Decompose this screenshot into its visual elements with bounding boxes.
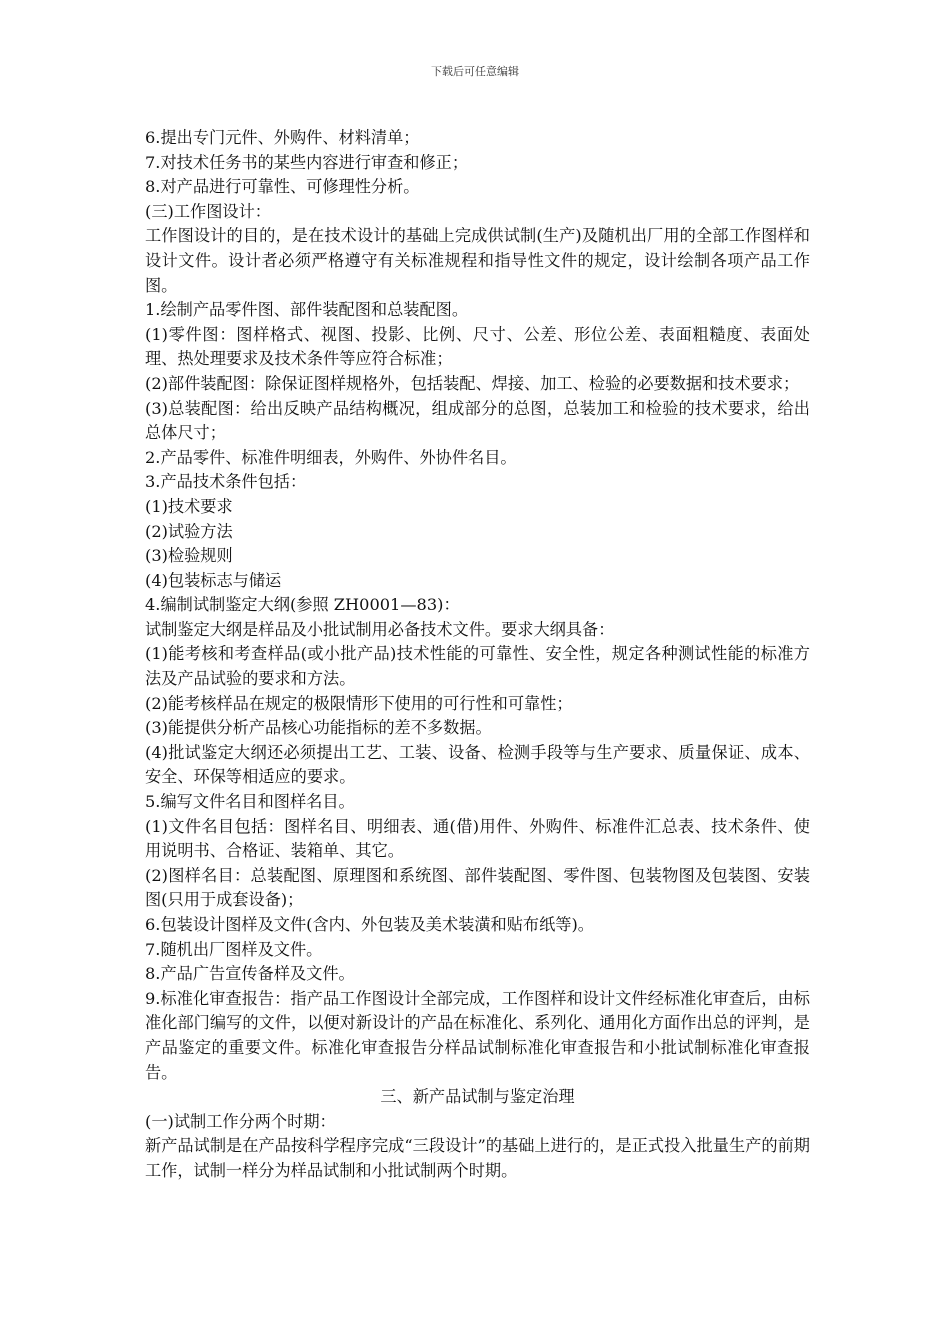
- paragraph: 1.绘制产品零件图、部件装配图和总装配图。: [145, 300, 469, 320]
- paragraph: 工作图设计的目的，是在技术设计的基础上完成供试制(生产)及随机出厂用的全部工作图样和设计文件。设计者必须严格遵守有关标准规程和指导性文件的规定，设计绘制各项产品工作图。: [145, 226, 810, 295]
- paragraph: (4)批试鉴定大纲还必须提出工艺、工装、设备、检测手段等与生产要求、质量保证、成本、安全、环保等相适应的要求。: [145, 742, 810, 787]
- paragraph: (1)技术要求: [145, 496, 233, 516]
- paragraph: (1)文件名目包括：图样名目、明细表、通(借)用件、外购件、标准件汇总表、技术条件、使用说明书、合格证、装箱单、其它。: [145, 816, 810, 861]
- paragraph: (3)检验规则: [145, 546, 233, 566]
- paragraph: (3)总装配图：给出反映产品结构概况，组成部分的总图，总装加工和检验的技术要求，给出总体尺寸；: [145, 398, 810, 443]
- paragraph: 8.对产品进行可靠性、可修理性分析。: [145, 177, 420, 197]
- paragraph: 7.随机出厂图样及文件。: [145, 939, 323, 959]
- paragraph: 4.编制试制鉴定大纲(参照 ZH0001—83)：: [145, 595, 460, 615]
- paragraph: 9.标准化审查报告：指产品工作图设计全部完成，工作图样和设计文件经标准化审查后，由标准化部门编写的文件，以便对新设计的产品在标准化、系列化、通用化方面作出总的评判，是产品鉴定的重要文件。标准化审查报告分样品试制标准化审查报告和小批试制标准化审查报告。: [145, 988, 810, 1082]
- paragraph: (1)能考核和考查样品(或小批产品)技术性能的可靠性、安全性，规定各种测试性能的标准方法及产品试验的要求和方法。: [145, 644, 810, 689]
- paragraph: 7.对技术任务书的某些内容进行审查和修正；: [145, 152, 469, 172]
- paragraph: (3)能提供分析产品核心功能指标的差不多数据。: [145, 718, 492, 738]
- paragraph: (2)能考核样品在规定的极限情形下使用的可行性和可靠性；: [145, 693, 573, 713]
- paragraph: 6.提出专门元件、外购件、材料清单；: [145, 128, 420, 147]
- paragraph: 8.产品广告宣传备样及文件。: [145, 964, 355, 984]
- section-heading: 三、新产品试制与鉴定治理: [380, 1087, 575, 1107]
- paragraph: 3.产品技术条件包括：: [145, 472, 307, 492]
- document-body: [145, 126, 810, 1184]
- paragraph: (2)图样名目：总装配图、原理图和系统图、部件装配图、零件图、包装物图及包装图、安装图(只用于成套设备)；: [145, 865, 810, 910]
- paragraph: (一)试制工作分两个时期：: [145, 1111, 336, 1131]
- paragraph: 新产品试制是在产品按科学程序完成“三段设计”的基础上进行的，是正式投入批量生产的前期工作，试制一样分为样品试制和小批试制两个时期。: [145, 1136, 810, 1180]
- paragraph: 5.编写文件名目和图样名目。: [145, 792, 355, 812]
- paragraph: (三)工作图设计：: [145, 201, 271, 221]
- paragraph: 2.产品零件、标准件明细表，外购件、外协件名目。: [145, 447, 517, 467]
- paragraph: (1)零件图：图样格式、视图、投影、比例、尺寸、公差、形位公差、表面粗糙度、表面处理、热处理要求及技术条件等应符合标准；: [145, 324, 810, 369]
- page-header: 下载后可任意编辑: [431, 65, 519, 78]
- paragraph: (4)包装标志与储运: [145, 570, 282, 590]
- paragraph: (2)试验方法: [145, 521, 233, 541]
- paragraph: (2)部件装配图：除保证图样规格外，包括装配、焊接、加工、检验的必要数据和技术要求；: [145, 373, 800, 393]
- paragraph: 试制鉴定大纲是样品及小批试制用必备技术文件。要求大纲具备：: [145, 619, 615, 639]
- paragraph: 6.包装设计图样及文件(含内、外包装及美术装潢和贴布纸等)。: [145, 915, 594, 934]
